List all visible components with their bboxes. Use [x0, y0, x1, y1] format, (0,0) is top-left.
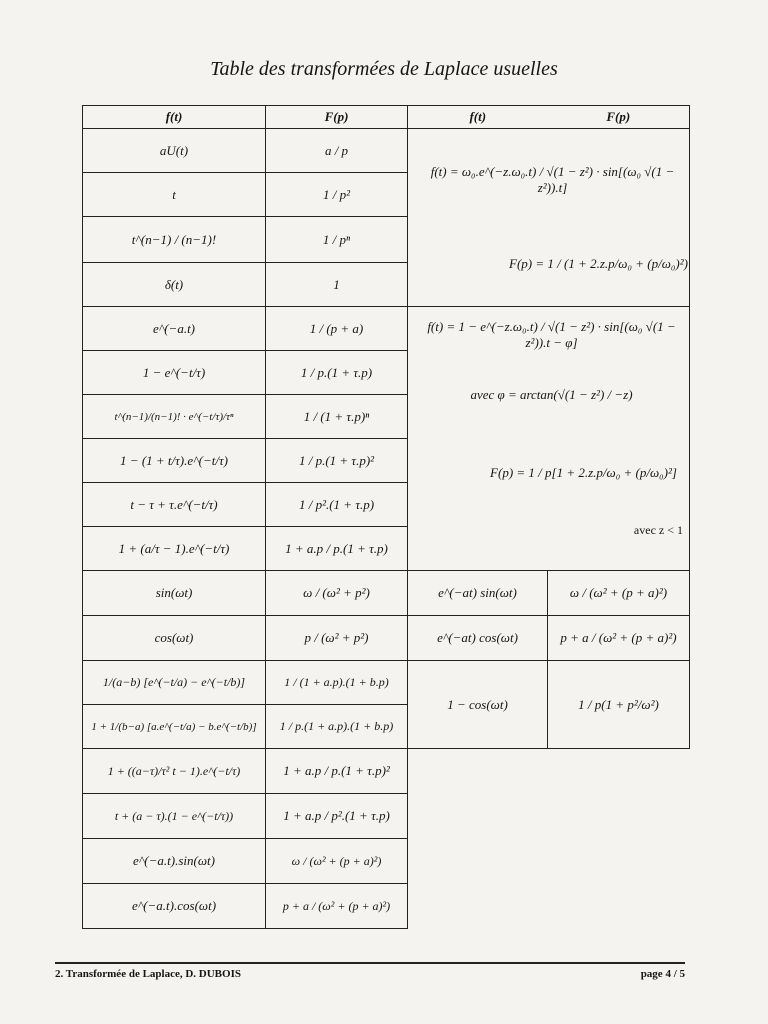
right-row-F: p + a / (ω² + (p + a)²) — [548, 616, 690, 661]
row-f: cos(ωt) — [83, 616, 266, 661]
row-f: t — [83, 173, 266, 217]
row-f: e^(−a.t) — [83, 307, 266, 351]
row-F: ω / (ω² + p²) — [266, 571, 408, 616]
row-f: 1 + ((a−τ)/τ² t − 1).e^(−t/τ) — [83, 749, 266, 794]
row-F: 1 / (1 + a.p).(1 + b.p) — [266, 661, 408, 705]
row-F: p + a / (ω² + (p + a)²) — [266, 884, 408, 929]
row-F: 1 + a.p / p.(1 + τ.p) — [266, 527, 408, 571]
right-row-F: ω / (ω² + (p + a)²) — [548, 571, 690, 616]
block1-F: F(p) = 1 / (1 + 2.z.p/ω₀ + (p/ω₀)²) — [509, 255, 688, 271]
right-row-f: 1 − cos(ωt) — [408, 661, 548, 749]
header-Fp2: F(p) — [548, 106, 690, 129]
row-F: p / (ω² + p²) — [266, 616, 408, 661]
row-f: 1/(a−b) [e^(−t/a) − e^(−t/b)] — [83, 661, 266, 705]
right-row-f: e^(−at) cos(ωt) — [408, 616, 548, 661]
row-f: sin(ωt) — [83, 571, 266, 616]
row-F: ω / (ω² + (p + a)²) — [266, 839, 408, 884]
laplace-table — [82, 105, 690, 929]
row-f: 1 + 1/(b−a) [a.e^(−t/a) − b.e^(−t/b)] — [83, 705, 266, 749]
block2-F: F(p) = 1 / p[1 + 2.z.p/ω₀ + (p/ω₀)²] — [490, 465, 677, 480]
row-F: 1 / p² — [266, 173, 408, 217]
row-f: t − τ + τ.e^(−t/τ) — [83, 483, 266, 527]
row-F: 1 / p.(1 + a.p).(1 + b.p) — [266, 705, 408, 749]
block1-f: f(t) = ω₀.e^(−z.ω₀.t) / √(1 − z²) · sin[(ω₀ √(1 − z²)).t] — [430, 163, 675, 195]
row-f: t^(n−1) / (n−1)! — [83, 217, 266, 263]
page-footer — [55, 962, 685, 980]
row-F: 1 / pⁿ — [266, 217, 408, 263]
row-F: 1 + a.p / p.(1 + τ.p)² — [266, 749, 408, 794]
row-f: t + (a − τ).(1 − e^(−t/τ)) — [83, 794, 266, 839]
row-f: e^(−a.t).sin(ωt) — [83, 839, 266, 884]
page-title: Table des transformées de Laplace usuelles — [210, 58, 558, 80]
row-F: 1 — [266, 263, 408, 307]
row-f: t^(n−1)/(n−1)! · e^(−t/τ)/τⁿ — [83, 395, 266, 439]
row-F: 1 / (p + a) — [266, 307, 408, 351]
right-row-f: e^(−at) sin(ωt) — [408, 571, 548, 616]
row-f: 1 − (1 + t/τ).e^(−t/τ) — [83, 439, 266, 483]
row-f: 1 − e^(−t/τ) — [83, 351, 266, 395]
page-number: page 4 / 5 — [640, 968, 685, 980]
header-ft: f(t) — [83, 106, 266, 129]
block2-phi: avec φ = arctan(√(1 − z²) / −z) — [470, 387, 633, 402]
block2-f: f(t) = 1 − e^(−z.ω₀.t) / √(1 − z²) · sin[(ω₀ √(1 − z²)).t − φ] — [427, 319, 676, 350]
row-f: aU(t) — [83, 129, 266, 173]
row-F: 1 / (1 + τ.p)ⁿ — [266, 395, 408, 439]
header-Fp: F(p) — [266, 106, 408, 129]
second-order-block — [408, 129, 690, 307]
row-f: 1 + (a/τ − 1).e^(−t/τ) — [83, 527, 266, 571]
row-F: 1 / p².(1 + τ.p) — [266, 483, 408, 527]
row-f: e^(−a.t).cos(ωt) — [83, 884, 266, 929]
row-f: δ(t) — [83, 263, 266, 307]
block2-note: avec z < 1 — [633, 523, 683, 537]
row-F: a / p — [266, 129, 408, 173]
row-F: 1 / p.(1 + τ.p)² — [266, 439, 408, 483]
footer-author: 2. Transformée de Laplace, D. DUBOIS — [55, 968, 241, 980]
second-order-step-block — [408, 307, 690, 571]
row-F: 1 / p.(1 + τ.p) — [266, 351, 408, 395]
row-F: 1 + a.p / p².(1 + τ.p) — [266, 794, 408, 839]
header-ft2: f(t) — [408, 106, 548, 129]
right-row-F: 1 / p(1 + p²/ω²) — [548, 661, 690, 749]
